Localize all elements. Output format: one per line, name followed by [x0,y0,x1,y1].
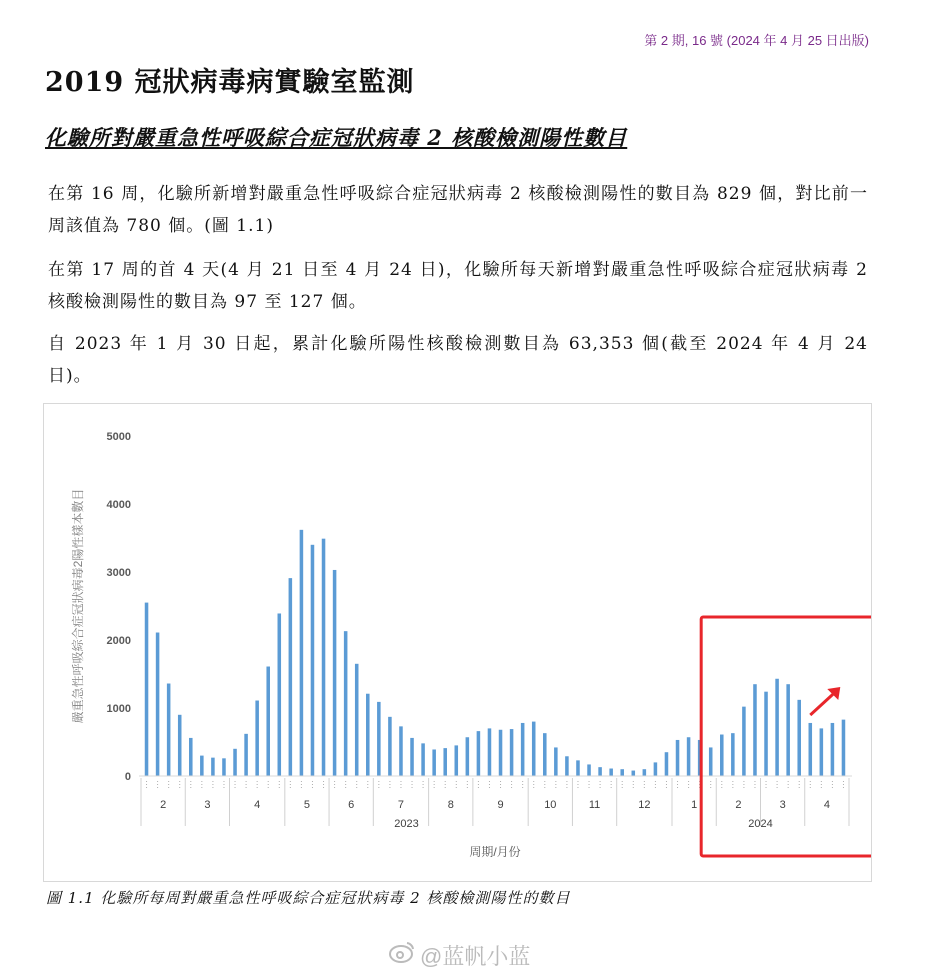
month-label: 3 [779,799,786,811]
month-label: 12 [638,799,651,811]
chart-container [43,403,872,882]
bar [167,684,171,776]
bar [565,756,569,776]
bar [145,603,149,776]
bar [742,707,746,776]
paragraph-daily-count: 在第 17 周的首 4 天(4 月 21 日至 4 月 24 日)，化驗所每天新增對嚴重急性呼吸綜合症冠狀病毒 2 核酸檢測陽性的數目為 97 至 127 個。 [48,260,868,312]
bar [820,728,824,776]
bar [764,692,768,776]
month-label: 2 [735,799,742,811]
bar [377,702,381,776]
bar [477,731,481,776]
y-axis-title: 嚴重急性呼吸綜合症冠狀病毒2陽性樣本數目 [71,488,85,724]
weibo-icon [388,938,416,966]
bar [598,767,602,776]
month-label: 2 [160,799,167,811]
bar [809,723,813,776]
month-label: 11 [588,799,601,811]
bar [466,737,470,776]
bar [222,758,226,776]
paragraph-cumulative-count: 自 2023 年 1 月 30 日起，累計化驗所陽性核酸檢測數目為 63,353 個(截至 2024 年 4 月 24 日)。 [48,334,868,386]
bar [399,726,403,776]
bar [289,578,293,776]
y-tick-label: 4000 [106,499,131,511]
bar [432,749,436,776]
weekly-positive-chart [44,404,871,881]
bar [488,728,492,776]
bar [178,715,182,776]
bar [443,748,447,776]
month-label: 7 [397,799,405,811]
month-label: 9 [497,799,504,811]
bar [676,740,680,776]
bar [211,758,215,776]
bar [189,738,193,776]
month-label: 3 [204,799,211,811]
bar [410,738,414,776]
bar [543,733,547,776]
month-label: 5 [303,799,310,811]
y-tick-label: 5000 [106,431,131,443]
bar [709,747,713,776]
bar [609,769,613,776]
bar [532,722,536,776]
y-tick-label: 1000 [106,703,131,715]
paragraph-weekly-count: 在第 16 周，化驗所新增對嚴重急性呼吸綜合症冠狀病毒 2 核酸檢測陽性的數目為 829 個，對比前一周該值為 780 個。(圖 1.1) [48,184,868,236]
bar [665,752,669,776]
bar [333,570,337,776]
bar [831,723,835,776]
bar [200,756,204,776]
section-title: 2019 冠狀病毒病實驗室監測 [45,67,415,98]
bar [797,700,801,776]
bar [554,747,558,776]
bar [278,613,282,776]
month-label: 4 [823,799,830,811]
bar [587,764,591,776]
year-label: 2024 [748,818,773,830]
bar [366,694,370,776]
bar [632,771,636,776]
bar [244,734,248,776]
bar [300,530,304,776]
bar [499,730,503,776]
bar [786,684,790,776]
bar [775,679,779,776]
bar [842,720,846,776]
bar [266,667,270,776]
bar [720,735,724,776]
y-tick-label: 0 [124,771,131,783]
month-label: 8 [447,799,454,811]
bar [731,733,735,776]
bar [654,762,658,776]
bar [521,723,525,776]
bar [753,684,757,776]
bar [455,745,459,776]
bar [421,743,425,776]
month-label: 6 [348,799,355,811]
year-label: 2023 [394,818,419,830]
bar [344,631,348,776]
month-label: 1 [691,799,698,811]
bar [687,737,691,776]
bar [620,769,624,776]
figure-caption: 圖 1.1 化驗所每周對嚴重急性呼吸綜合症冠狀病毒 2 核酸檢測陽性的數目 [46,889,571,907]
bar [156,633,160,776]
issue-header: 第 2 期, 16 號 (2024 年 4 月 25 日出版) [644,33,869,48]
bar [643,769,647,776]
x-axis-title: 周期/月份 [469,845,521,859]
trend-arrow-shaft [810,693,834,715]
bar [355,664,359,776]
subsection-title: 化驗所對嚴重急性呼吸綜合症冠狀病毒 2 核酸檢測陽性數目 [45,125,628,150]
y-tick-label: 2000 [106,635,131,647]
month-label: 4 [254,799,261,811]
bar [322,539,326,776]
bar [576,760,580,776]
month-label: 10 [544,799,557,811]
bar [255,701,259,776]
bar [233,749,237,776]
highlight-box [701,617,871,856]
bar [311,545,315,776]
watermark: @蓝帆小蓝 [420,944,531,969]
y-tick-label: 3000 [106,567,131,579]
bar [510,729,514,776]
bar [388,717,392,776]
